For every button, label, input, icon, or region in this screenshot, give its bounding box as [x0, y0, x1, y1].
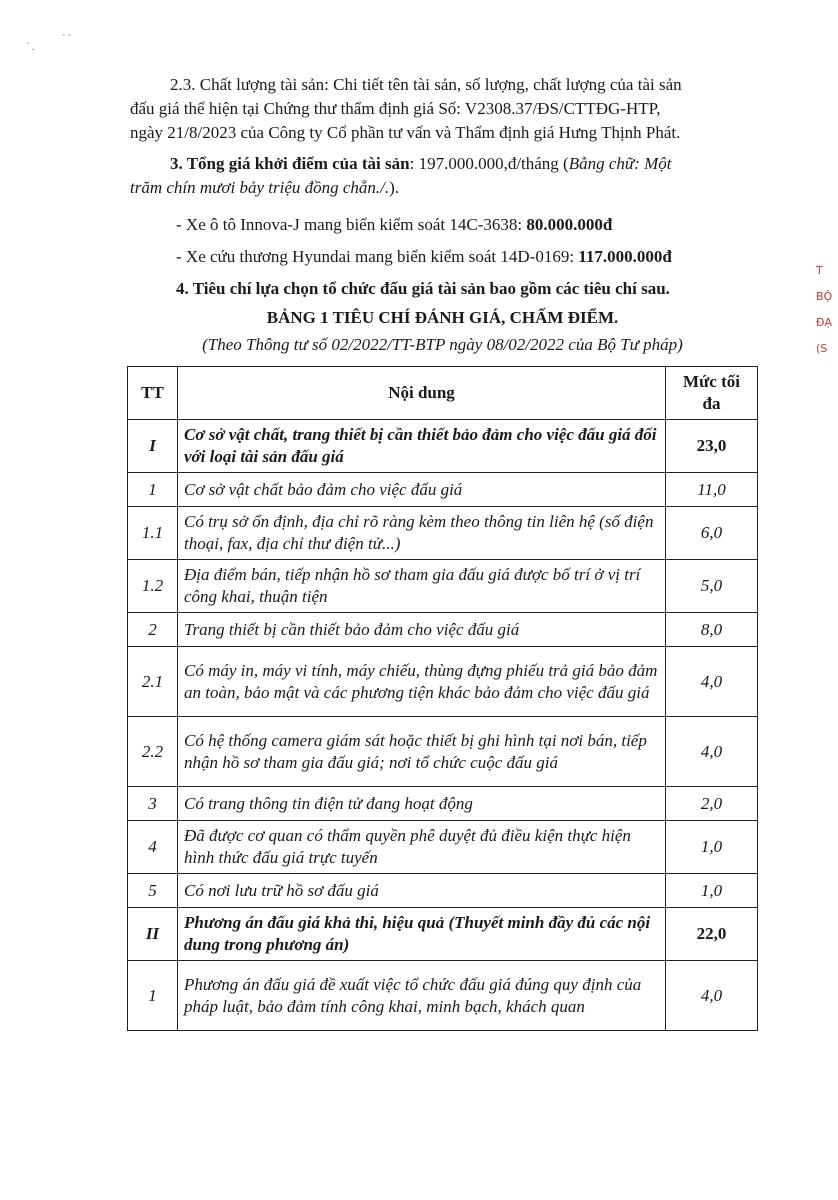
- table-row: [128, 613, 758, 647]
- row-number: I: [128, 420, 178, 473]
- section-3-line1: [170, 152, 671, 176]
- row-content: Có hệ thống camera giám sát hoặc thiết bị ghi hình tại nơi bán, tiếp nhận hồ sơ tham gia đấu giá; nơi tổ chức cuộc đấu giá: [178, 717, 666, 787]
- row-content: Cơ sở vật chất, trang thiết bị cần thiết bảo đảm cho việc đấu giá đối với loại tài sản đấu giá: [178, 420, 666, 473]
- row-max-score: 4,0: [666, 717, 758, 787]
- criteria-table: [127, 366, 758, 1031]
- vehicle-text: - Xe ô tô Innova-J mang biển kiểm soát 14C-3638:: [176, 215, 527, 234]
- table-row: [128, 821, 758, 874]
- section-3-label: 3. Tổng giá khởi điểm của tài sản: [170, 154, 410, 173]
- table-row: [128, 647, 758, 717]
- vehicle-amount: 80.000.000đ: [526, 215, 613, 234]
- row-number: 1: [128, 473, 178, 507]
- section-3-words-b: trăm chín mươi bảy triệu đồng chẵn./.: [130, 178, 390, 197]
- table-row: [128, 787, 758, 821]
- row-number: 2.2: [128, 717, 178, 787]
- section-3-close: ).: [389, 178, 400, 197]
- vehicle-amount: 117.000.000đ: [578, 247, 672, 266]
- row-content: Cơ sở vật chất bảo đảm cho việc đấu giá: [178, 473, 666, 507]
- row-content: Trang thiết bị cần thiết bảo đảm cho việc đấu giá: [178, 613, 666, 647]
- section-2-3-line2: đấu giá thể hiện tại Chứng thư thẩm định giá Số: V2308.37/ĐS/CTTĐG-HTP,: [130, 99, 661, 118]
- table-row: [128, 908, 758, 961]
- table-header-row: [128, 367, 758, 420]
- scan-speck: ` .: [26, 42, 35, 53]
- row-number: 5: [128, 874, 178, 908]
- row-number: 3: [128, 787, 178, 821]
- table-row: [128, 961, 758, 1031]
- row-number: II: [128, 908, 178, 961]
- section-3-line2: [130, 176, 399, 200]
- row-number: 4: [128, 821, 178, 874]
- vehicle-text: - Xe cứu thương Hyundai mang biển kiểm soát 14D-0169:: [176, 247, 579, 266]
- row-max-score: 11,0: [666, 473, 758, 507]
- header-content: Nội dung: [178, 367, 666, 420]
- row-content: Phương án đấu giá khả thi, hiệu quả (Thuyết minh đầy đủ các nội dung trong phương án): [178, 908, 666, 961]
- row-number: 1.1: [128, 507, 178, 560]
- stamp-text: T: [816, 264, 823, 277]
- row-max-score: 6,0: [666, 507, 758, 560]
- vehicle-line-ambulance: [176, 245, 672, 269]
- section-4-heading: 4. Tiêu chí lựa chọn tổ chức đấu giá tài sản bao gồm các tiêu chí sau.: [176, 279, 670, 298]
- row-content: Đã được cơ quan có thẩm quyền phê duyệt đủ điều kiện thực hiện hình thức đấu giá trực tuyến: [178, 821, 666, 874]
- row-max-score: 2,0: [666, 787, 758, 821]
- table-row: [128, 560, 758, 613]
- section-2-3-line3: ngày 21/8/2023 của Công ty Cổ phần tư vấn và Thẩm định giá Hưng Thịnh Phát.: [130, 123, 681, 142]
- red-stamp: [816, 258, 838, 388]
- vehicle-line-innova: [176, 213, 612, 237]
- row-content: Có nơi lưu trữ hồ sơ đấu giá: [178, 874, 666, 908]
- row-number: 1: [128, 961, 178, 1031]
- row-max-score: 1,0: [666, 821, 758, 874]
- row-max-score: 22,0: [666, 908, 758, 961]
- row-content: Có máy in, máy vi tính, máy chiếu, thùng đựng phiếu trả giá bảo đảm an toàn, bảo mật và các phương tiện khác bảo đảm cho việc đấu giá: [178, 647, 666, 717]
- header-max: Mức tối đa: [666, 367, 758, 420]
- table-row: [128, 717, 758, 787]
- row-number: 1.2: [128, 560, 178, 613]
- table-row: [128, 874, 758, 908]
- row-max-score: 8,0: [666, 613, 758, 647]
- row-content: Có trang thông tin điện tử đang hoạt động: [178, 787, 666, 821]
- row-content: Có trụ sở ổn định, địa chỉ rõ ràng kèm theo thông tin liên hệ (số điện thoại, fax, địa chỉ thư điện tử...): [178, 507, 666, 560]
- row-content: Phương án đấu giá đề xuất việc tổ chức đấu giá đúng quy định của pháp luật, bảo đảm tính công khai, minh bạch, khách quan: [178, 961, 666, 1031]
- table-subtitle: (Theo Thông tư số 02/2022/TT-BTP ngày 08/02/2022 của Bộ Tư pháp): [202, 335, 683, 354]
- table-row: [128, 420, 758, 473]
- row-max-score: 4,0: [666, 647, 758, 717]
- stamp-text: ĐẠ: [816, 316, 833, 329]
- stamp-text: BỘ: [816, 290, 833, 303]
- table-row: [128, 507, 758, 560]
- row-max-score: 4,0: [666, 961, 758, 1031]
- stamp-text: (S: [816, 342, 828, 355]
- table-row: [128, 473, 758, 507]
- section-3-words-a: Bằng chữ: Một: [568, 154, 672, 173]
- row-content: Địa điểm bán, tiếp nhận hồ sơ tham gia đấu giá được bố trí ở vị trí công khai, thuận tiện: [178, 560, 666, 613]
- row-max-score: 1,0: [666, 874, 758, 908]
- header-tt: TT: [128, 367, 178, 420]
- section-3-value: : 197.000.000,đ/tháng (: [409, 154, 569, 173]
- row-number: 2: [128, 613, 178, 647]
- scan-speck: ` `: [62, 34, 72, 45]
- row-max-score: 23,0: [666, 420, 758, 473]
- section-2-3-line1: 2.3. Chất lượng tài sản: Chi tiết tên tài sản, số lượng, chất lượng của tài sản: [170, 75, 682, 94]
- table-title: BẢNG 1 TIÊU CHÍ ĐÁNH GIÁ, CHẤM ĐIỂM.: [266, 308, 619, 327]
- row-max-score: 5,0: [666, 560, 758, 613]
- row-number: 2.1: [128, 647, 178, 717]
